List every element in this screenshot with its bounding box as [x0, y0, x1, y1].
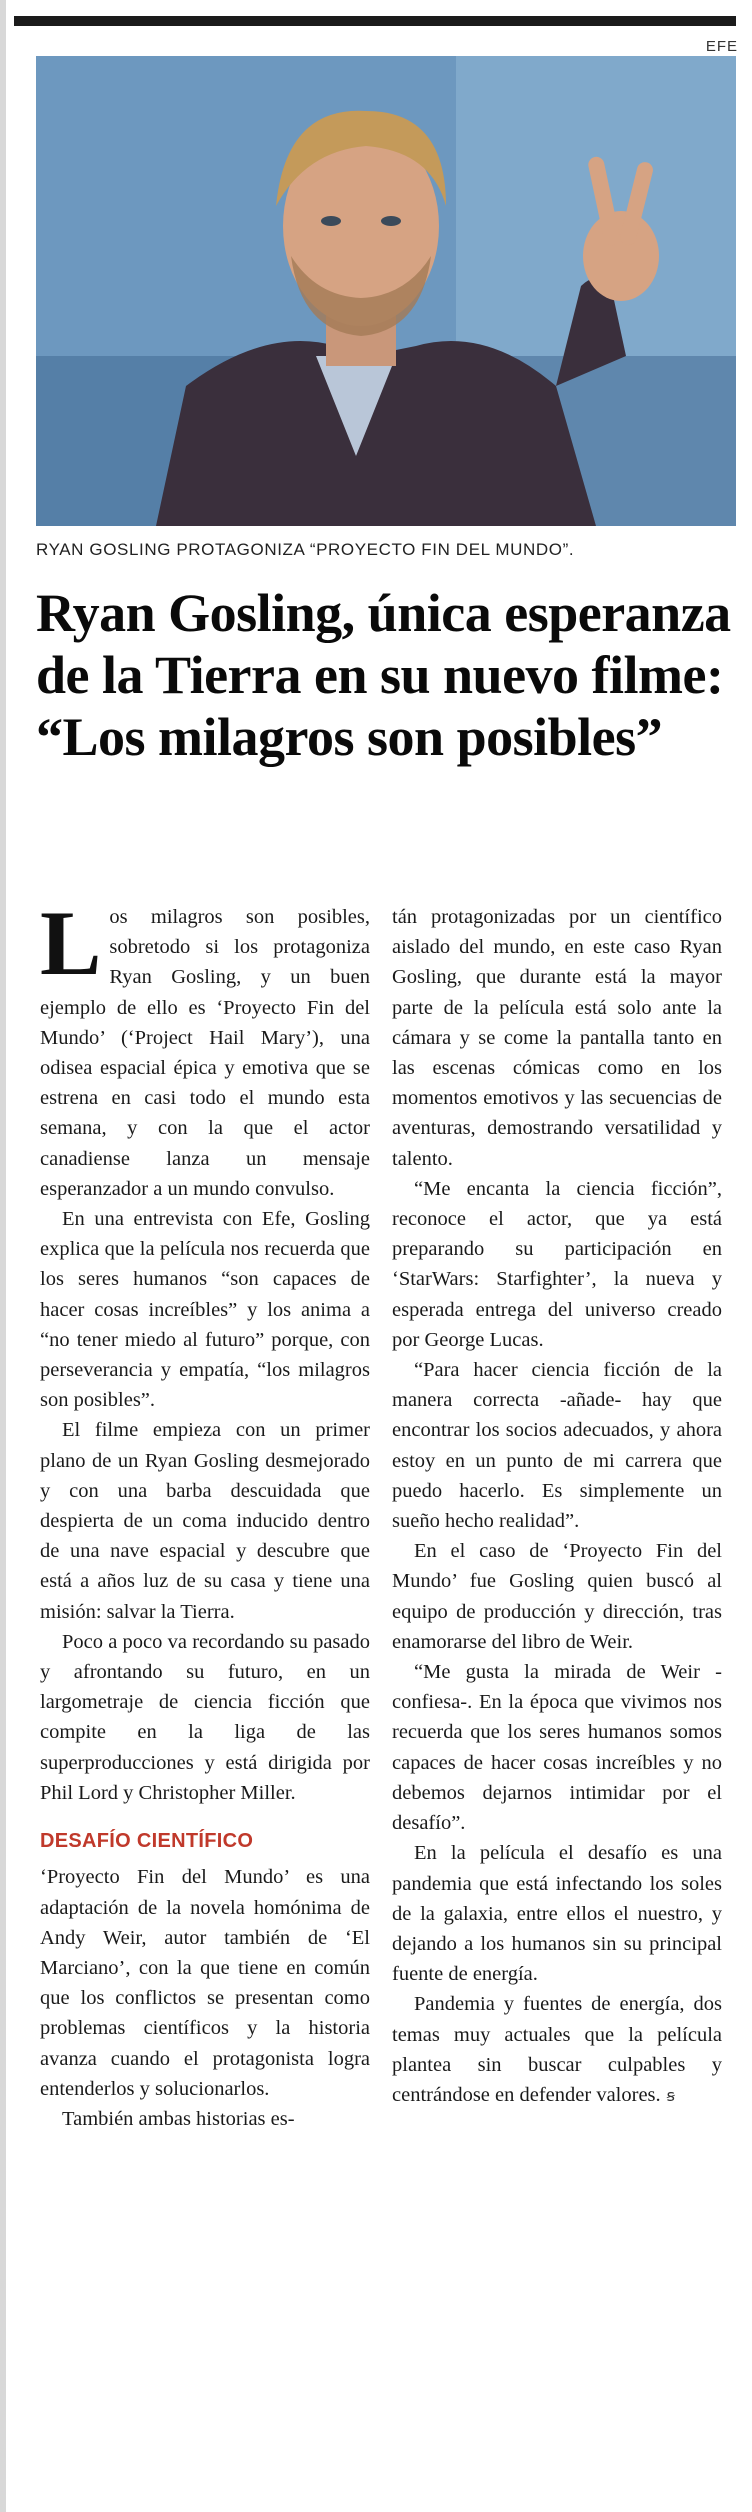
paragraph: “Para hacer ciencia ficción de la manera correcta -añade- hay que encontrar los socios adecuados, y ahora estoy en un punto de mi carrera que puedo hacerlo. Es simplemente un sueño hecho realidad”.: [392, 1359, 722, 1533]
paragraph-lead-text: os milagros son posibles, sobretodo si los protagoniza Ryan Gosling, y un buen ejemplo de ello es ‘Proyecto Fin del Mundo’ (‘Project Hail Mary’), una odisea espacial épica y emotiva que se estrena en casi todo el mundo esta semana, y con la que el actor canadiense lanza un mensaje esperanzador a un mundo convulso.: [40, 906, 370, 1200]
paragraph: En la película el desafío es una pandemia que está infectando los soles de la galaxia, entre ellos el nuestro, y dejando a los humanos sin su principal fuente de energía.: [392, 1842, 722, 1986]
paragraph: También ambas historias es-: [62, 2107, 295, 2130]
paragraph-lead: [40, 892, 370, 1204]
paragraph-final: [392, 1989, 722, 2111]
article-column-left: [40, 892, 370, 2134]
article-photo: [36, 56, 736, 526]
end-mark-icon: ꞩ: [666, 2085, 675, 2105]
paragraph: En una entrevista con Efe, Gosling explica que la película nos recuerda que los seres humanos “son capaces de hacer cosas increíbles” y los anima a “no tener miedo al futuro” porque, con perseverancia y empatía, “los milagros son posibles”.: [40, 1208, 370, 1412]
paragraph: El filme empieza con un primer plano de un Ryan Gosling desmejorado y con una barba descuidada que despierta de un coma inducido dentro de una nave espacial y descubre que está a años luz de su casa y tiene una misión: salvar la Tierra.: [40, 1419, 370, 1623]
drop-cap: L: [40, 892, 102, 994]
top-rule: [14, 16, 736, 26]
paragraph: “Me encanta la ciencia ficción”, reconoce el actor, que ya está preparando su participación en ‘StarWars: Starfighter’, la nueva y esperada entrega del universo creado por George Lucas.: [392, 1177, 722, 1351]
headline: Ryan Gosling, única esperanza de la Tierra en su nuevo filme: “Los milagros son posibles”: [36, 583, 731, 767]
paragraph: En el caso de ‘Proyecto Fin del Mundo’ fue Gosling quien buscó al equipo de producción y dirección, tras enamorarse del libro de Weir.: [392, 1540, 722, 1653]
paragraph: Poco a poco va recordando su pasado y afrontando su futuro, en un largometraje de ciencia ficción que compite en la liga de las superproducciones y está dirigida por Phil Lord y Christopher Miller.: [40, 1630, 370, 1804]
paragraph: ‘Proyecto Fin del Mundo’ es una adaptación de la novela homónima de Andy Weir, autor también de ‘El Marciano’, con la que tiene en común que los conflictos se presentan como problemas científicos y la historia avanza cuando el protagonista logra entenderlos y solucionarlos.: [40, 1866, 370, 2100]
left-page-edge: [0, 0, 6, 2512]
photo-caption: RYAN GOSLING PROTAGONIZA “PROYECTO FIN DEL MUNDO”.: [36, 540, 575, 559]
paragraph: “Me gusta la mirada de Weir -confiesa-. En la época que vivimos nos recuerda que los seres humanos somos capaces de hacer cosas increíbles y no debemos dejarnos intimidar por el desafío”.: [392, 1661, 722, 1835]
paragraph-final-text: Pandemia y fuentes de energía, dos temas muy actuales que la película plantea sin buscar culpables y centrándose en defender valores.: [392, 1993, 722, 2106]
paragraph-continued: tán protagonizadas por un científico aislado del mundo, en este caso Ryan Gosling, que durante está la mayor parte de la película está solo ante la cámara y se come la pantalla tanto en las escenas cómicas como en los momentos emotivos y las secuencias de aventuras, demostrando versatilidad y talento.: [392, 906, 722, 1170]
article-column-right: [392, 902, 722, 2111]
section-heading: DESAFÍO CIENTÍFICO: [40, 1830, 254, 1853]
agency-credit: EFE: [705, 38, 738, 55]
actor-photo-illustration: [36, 56, 736, 526]
